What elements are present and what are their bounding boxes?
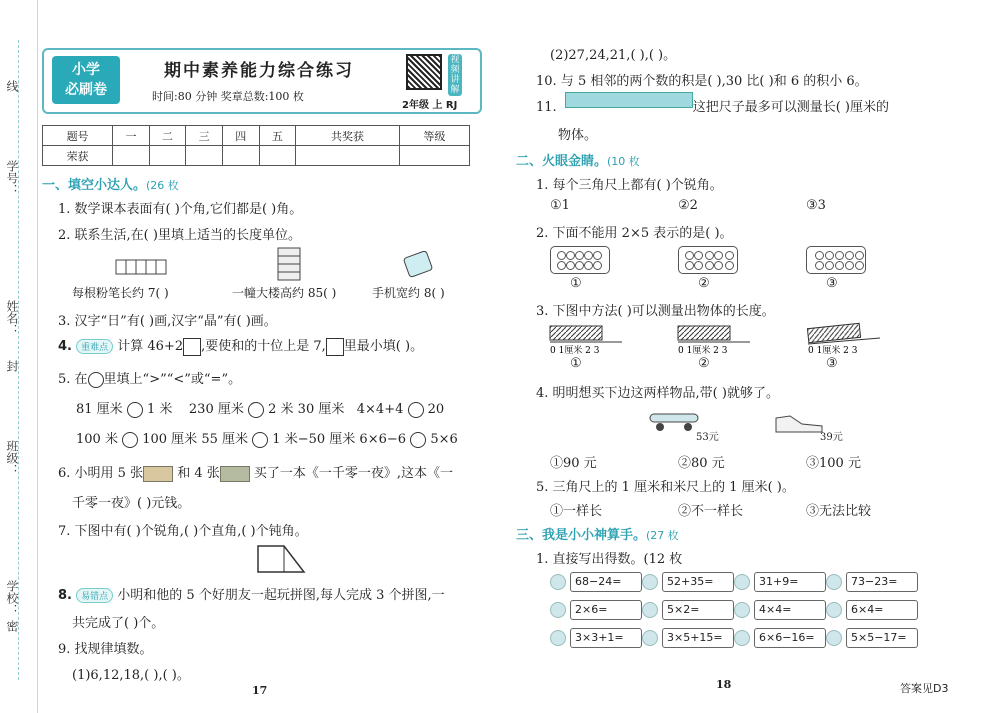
dot (566, 261, 575, 270)
building-icon (274, 246, 304, 282)
banknote-icon (220, 466, 250, 482)
dot (725, 251, 734, 260)
chalk-icon (112, 250, 172, 280)
compare-circle[interactable] (88, 372, 104, 388)
dot (557, 251, 566, 260)
ruler-image (565, 92, 693, 108)
question-2-option-a: 每根粉笔长约 7( ) (72, 286, 169, 300)
option[interactable]: ①1 (550, 198, 570, 213)
section-2-title: 二、火眼金睛。(10 枚 (516, 154, 640, 169)
binding-margin (0, 0, 38, 713)
table-cell: 题号 (43, 126, 113, 146)
dot (694, 261, 703, 270)
option[interactable]: ③无法比较 (806, 504, 872, 519)
table-cell: 共奖获 (296, 126, 400, 146)
dot (855, 261, 864, 270)
option[interactable]: ③3 (806, 198, 826, 213)
question-r3: 3. 下图中方法( )可以测量出物体的长度。 (536, 304, 775, 319)
margin-label: 班级： (5, 440, 19, 476)
score-cell[interactable] (296, 146, 400, 166)
score-cell[interactable] (259, 146, 296, 166)
dot (593, 261, 602, 270)
dot (815, 261, 824, 270)
banknote-icon (143, 466, 173, 482)
calc-problem[interactable]: 31+9= (754, 572, 826, 592)
grade-label: 2年级 上 RJ (402, 100, 458, 111)
margin-label: 姓名： (5, 300, 19, 336)
table-row (43, 126, 470, 146)
exam-header (42, 48, 482, 114)
score-cell[interactable] (113, 146, 150, 166)
svg-text:0 1厘米 2 3: 0 1厘米 2 3 (550, 346, 600, 356)
question-6: 6. 小明用 5 张 和 4 张 买了一本《一千零一夜》,这本《一 (58, 466, 454, 481)
question-r4: 4. 明明想买下边这两样物品,带( )就够了。 (536, 386, 779, 401)
calc-problem[interactable]: 68−24= (570, 572, 642, 592)
question-8: 8. 易错点 小明和他的 5 个好朋友一起玩拼图,每人完成 3 个拼图,一 (58, 588, 445, 603)
dot (694, 251, 703, 260)
question-9: 9. 找规律填数。 (58, 642, 153, 657)
option[interactable]: ② (698, 356, 710, 371)
phone-icon (400, 250, 436, 280)
dot (685, 251, 694, 260)
table-cell: 三 (186, 126, 223, 146)
question-r5: 5. 三角尺上的 1 厘米和米尺上的 1 厘米( )。 (536, 480, 795, 495)
question-4: 4. 重难点 计算 46+2 ,要使和的十位上是 7, 里最小填( )。 (58, 339, 424, 354)
question-10: 10. 与 5 相邻的两个数的积是( ),30 比( )和 6 的积小 6。 (536, 74, 868, 89)
margin-label: 学校： (5, 580, 19, 616)
dot (815, 251, 824, 260)
dot (575, 251, 584, 260)
table-cell: 等级 (399, 126, 469, 146)
option[interactable]: ①90 元 (550, 456, 597, 471)
brand-logo: 小学 必刷卷 (52, 56, 120, 104)
ruler-figure-2 (674, 322, 754, 356)
dot-array-figure (806, 246, 866, 274)
option[interactable]: ① (570, 356, 582, 371)
score-table (42, 125, 470, 166)
difficulty-tag: 重难点 (76, 339, 113, 354)
dot (714, 261, 723, 270)
ruler-figure-3 (804, 322, 884, 356)
exam-meta: 时间:80 分钟 奖章总数:100 枚 (152, 90, 304, 103)
dot (705, 261, 714, 270)
question-5-row-2: 100 米 100 厘米 55 厘米 1 米−50 厘米 6×6−6 5×6 (76, 432, 458, 447)
score-cell[interactable] (222, 146, 259, 166)
question-9-2: (2)27,24,21,( ),( )。 (550, 48, 677, 63)
calc-problem[interactable]: 6×4= (846, 600, 918, 620)
answer-box[interactable] (183, 338, 201, 356)
option[interactable]: ① (570, 276, 582, 291)
page-number: 17 (252, 684, 268, 697)
compare-circle[interactable] (252, 432, 268, 448)
dot (725, 261, 734, 270)
mouse-icon (826, 574, 842, 590)
question-7: 7. 下图中有( )个锐角,( )个直角,( )个钝角。 (58, 524, 308, 539)
mistake-tag: 易错点 (76, 588, 113, 603)
page-number: 18 (716, 678, 732, 691)
mouse-icon (734, 630, 750, 646)
question-2: 2. 联系生活,在( )里填上适当的长度单位。 (58, 228, 301, 243)
dot (855, 251, 864, 260)
ruler-figure-1 (546, 322, 626, 356)
question-11: 11. 这把尺子最多可以测量长( )厘米的 (536, 100, 889, 115)
dot (835, 261, 844, 270)
compare-circle[interactable] (248, 402, 264, 418)
section-3-title: 三、我是小小神算手。(27 枚 (516, 528, 679, 543)
compare-circle[interactable] (122, 432, 138, 448)
mouse-icon (826, 630, 842, 646)
dot (705, 251, 714, 260)
dot (566, 251, 575, 260)
mouse-icon (550, 574, 566, 590)
svg-text:0 1厘米 2 3: 0 1厘米 2 3 (808, 346, 858, 356)
score-cell[interactable] (186, 146, 223, 166)
score-cell[interactable] (399, 146, 469, 166)
mouse-icon (642, 630, 658, 646)
margin-label: 线 (5, 80, 19, 92)
calc-problem[interactable]: 6×6−16= (754, 628, 826, 648)
question-5-row-1: 81 厘米 1 米 230 厘米 2 米 30 厘米 4×4+4 20 (76, 402, 445, 417)
mouse-icon (734, 602, 750, 618)
dot (825, 261, 834, 270)
margin-label: 学号： (5, 160, 19, 196)
margin-label: 封 (5, 360, 19, 372)
option[interactable]: ②不一样长 (678, 504, 744, 519)
table-cell: 五 (259, 126, 296, 146)
mouse-icon (826, 602, 842, 618)
table-cell: 四 (222, 126, 259, 146)
question-5: 5. 在 里填上“>”“<”或“=”。 (58, 372, 242, 387)
table-cell: 荣获 (43, 146, 113, 166)
compare-circle[interactable] (127, 402, 143, 418)
qr-code-icon[interactable] (406, 54, 442, 90)
option[interactable]: ②2 (678, 198, 698, 213)
mouse-icon (642, 602, 658, 618)
calc-problem[interactable]: 3×3+1= (570, 628, 642, 648)
page-title: 期中素养能力综合练习 (164, 61, 354, 81)
mouse-icon (642, 574, 658, 590)
calc-problem[interactable]: 52+35= (662, 572, 734, 592)
dot (714, 251, 723, 260)
dot (825, 251, 834, 260)
skateboard-icon (646, 408, 702, 434)
question-2-option-b: 一幢大楼高约 85( ) (232, 286, 337, 300)
dot (584, 251, 593, 260)
price-label: 39元 (820, 432, 843, 443)
question-11-cont: 物体。 (558, 128, 598, 143)
calc-problem[interactable]: 2×6= (570, 600, 642, 620)
calc-problem[interactable]: 73−23= (846, 572, 918, 592)
question-6-cont: 千零一夜》( )元钱。 (72, 496, 191, 511)
mouse-icon (550, 630, 566, 646)
dot (593, 251, 602, 260)
question-8-cont: 共完成了( )个。 (72, 616, 165, 631)
option[interactable]: ①一样长 (550, 504, 603, 519)
video-label[interactable]: 视频讲解 (448, 54, 462, 96)
dot-array-figure (678, 246, 738, 274)
calc-problem[interactable]: 5×5−17= (846, 628, 918, 648)
svg-text:0 1厘米 2 3: 0 1厘米 2 3 (678, 346, 728, 356)
dot-array-figure (550, 246, 610, 274)
mouse-icon (550, 602, 566, 618)
dot (835, 251, 844, 260)
answer-reference: 答案见D3 (900, 682, 949, 695)
table-row (43, 146, 470, 166)
question-r2: 2. 下面不能用 2×5 表示的是( )。 (536, 226, 733, 241)
table-cell: 二 (149, 126, 186, 146)
mouse-icon (734, 574, 750, 590)
dot (685, 261, 694, 270)
compare-circle[interactable] (408, 402, 424, 418)
section-1-title: 一、填空小达人。(26 枚 (42, 178, 179, 193)
dot (557, 261, 566, 270)
option[interactable]: ③ (826, 356, 838, 371)
question-9-1: (1)6,12,18,( ),( )。 (72, 668, 190, 683)
question-r1: 1. 每个三角尺上都有( )个锐角。 (536, 178, 723, 193)
table-cell: 一 (113, 126, 150, 146)
option[interactable]: ③ (826, 276, 838, 291)
dot (845, 261, 854, 270)
option[interactable]: ② (698, 276, 710, 291)
compare-circle[interactable] (410, 432, 426, 448)
option[interactable]: ③100 元 (806, 456, 861, 471)
calc-problem[interactable]: 4×4= (754, 600, 826, 620)
question-2-option-c: 手机宽约 8( ) (372, 286, 445, 300)
dot (584, 261, 593, 270)
dot (845, 251, 854, 260)
question-3: 3. 汉字“日”有( )画,汉字“晶”有( )画。 (58, 314, 277, 329)
answer-box[interactable] (326, 338, 344, 356)
score-cell[interactable] (149, 146, 186, 166)
question-1: 1. 数学课本表面有( )个角,它们都是( )角。 (58, 202, 303, 217)
cut-line (18, 40, 19, 680)
trapezoid-figure (254, 542, 308, 576)
question-s1: 1. 直接写出得数。(12 枚 (536, 552, 683, 567)
calc-problem[interactable]: 3×5+15= (662, 628, 734, 648)
margin-label: 密 (5, 620, 19, 632)
dot (575, 261, 584, 270)
calc-problem[interactable]: 5×2= (662, 600, 734, 620)
option[interactable]: ②80 元 (678, 456, 725, 471)
left-page (42, 0, 482, 713)
price-label: 53元 (696, 432, 719, 443)
